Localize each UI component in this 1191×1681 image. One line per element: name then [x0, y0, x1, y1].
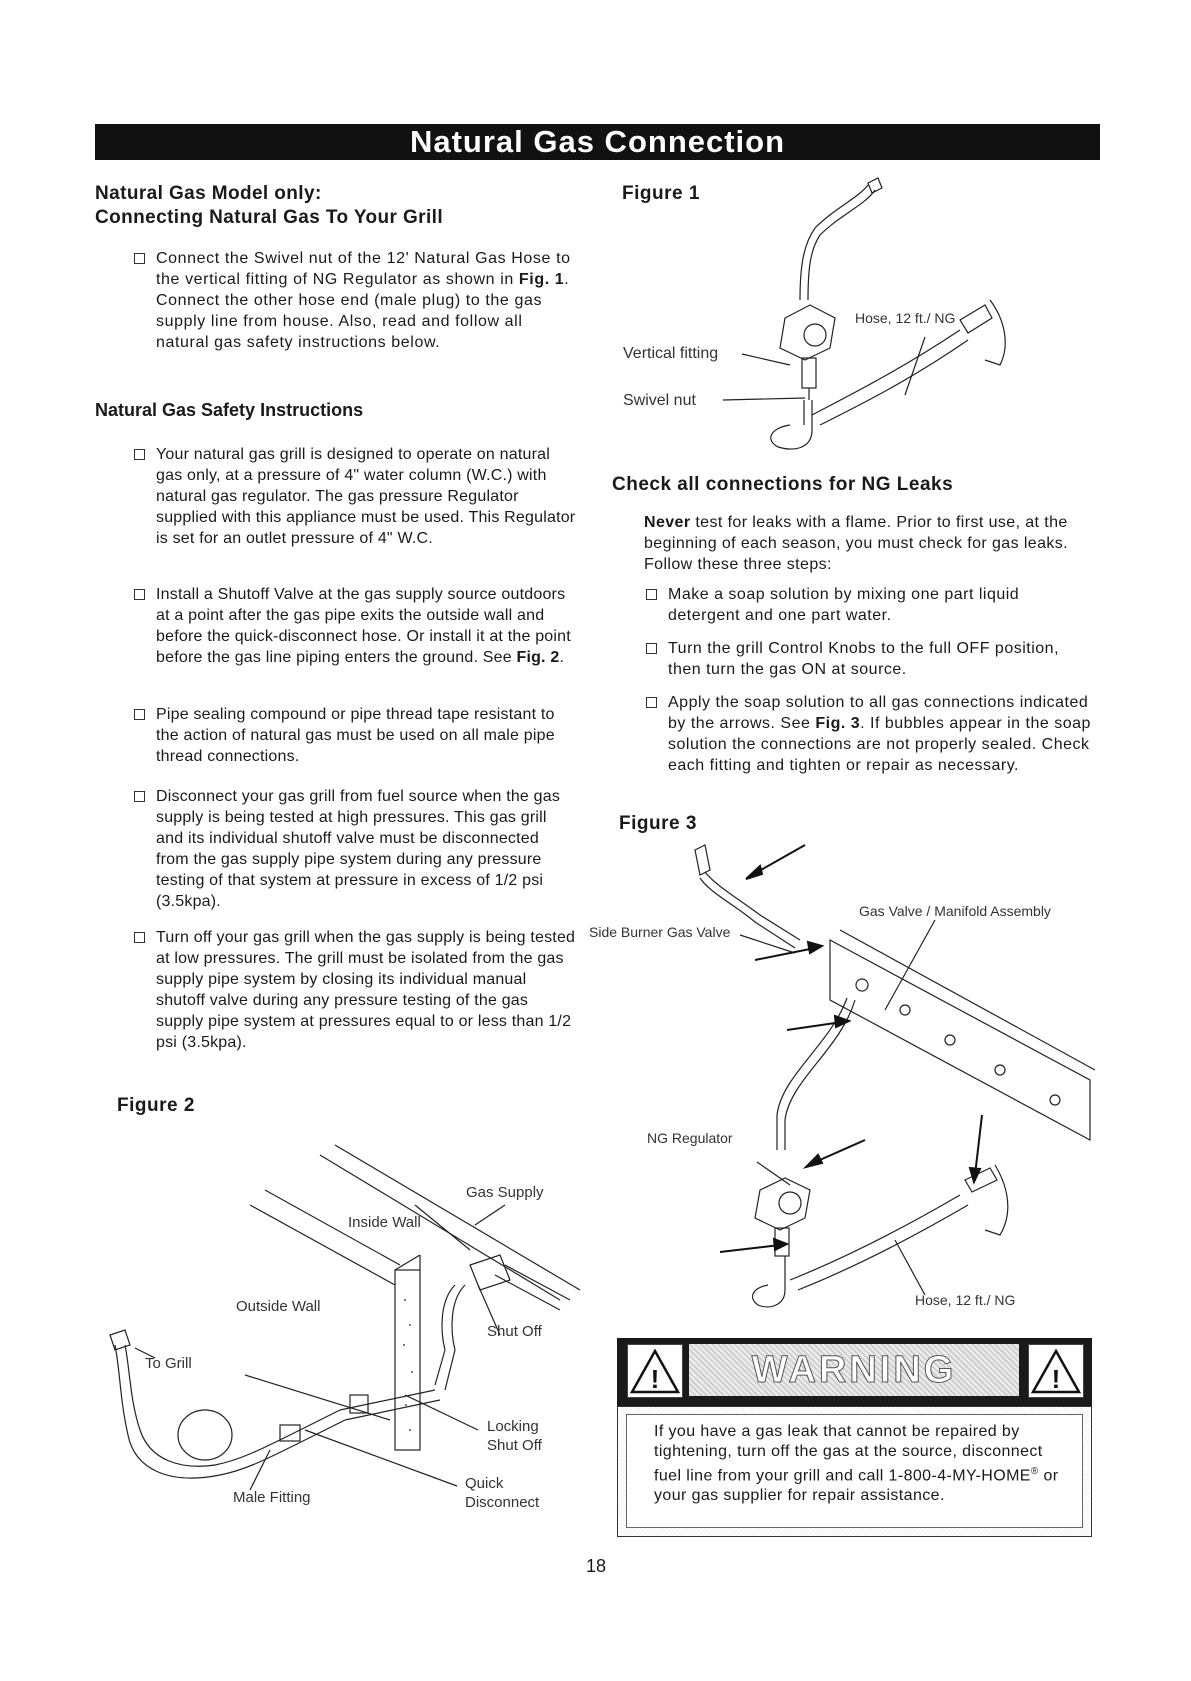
safety-bullet-5: Turn off your gas grill when the gas supply is being tested at low pressures. The grill must be isolated from the gas supply pipe system by closing its individual manual shutoff valve during any pressure testing of the gas supply pipe system at pressures equal to or less than 1/2 psi (3.5kpa). — [156, 927, 576, 1053]
checkbox-icon — [134, 709, 145, 720]
label-locking: Locking — [487, 1418, 539, 1435]
label-gas-supply: Gas Supply — [466, 1184, 544, 1201]
page-number: 18 — [586, 1556, 607, 1576]
checkbox-icon — [134, 449, 145, 460]
checkbox-icon — [646, 589, 657, 600]
label-side-burner-valve: Side Burner Gas Valve — [589, 924, 731, 940]
heading-model-only: Natural Gas Model only: — [95, 183, 322, 204]
checkbox-icon — [134, 791, 145, 802]
label-swivel-nut: Swivel nut — [623, 392, 696, 409]
label-male-fitting: Male Fitting — [233, 1489, 311, 1506]
heading-connecting: Connecting Natural Gas To Your Grill — [95, 207, 443, 228]
label-hose-12ft-fig3: Hose, 12 ft./ NG — [915, 1292, 1016, 1308]
warning-header — [617, 1338, 1092, 1406]
figure2-title: Figure 2 — [117, 1095, 195, 1116]
leaks-intro: Never test for leaks with a flame. Prior to first use, at the beginning of each season, you must check for gas leaks. Follow these three steps: — [644, 514, 1069, 573]
label-to-grill: To Grill — [145, 1355, 192, 1372]
leak-step-3: Apply the soap solution to all gas connections indicated by the arrows. See Fig. 3. If bubbles appear in the soap solution the connections are not properly sealed. Check each fitting and tighten or repair as necessary. — [668, 692, 1098, 776]
safety-bullet-3: Pipe sealing compound or pipe thread tape resistant to the action of natural gas must be used on all male pipe thread connections. — [156, 704, 576, 767]
label-outside-wall: Outside Wall — [236, 1298, 321, 1315]
warning-text: If you have a gas leak that cannot be repaired by tightening, turn off the gas at the source, disconnect fuel line from your grill and call 1-800-4-MY-HOME® or your gas supplier for repair assistance. — [654, 1423, 1059, 1505]
label-locking-shut-off: Shut Off — [487, 1437, 542, 1454]
section-banner: Natural Gas Connection — [95, 124, 1100, 160]
label-hose-12ft: Hose, 12 ft./ NG — [855, 310, 956, 326]
checkbox-icon — [646, 697, 657, 708]
safety-heading: Natural Gas Safety Instructions — [95, 400, 364, 420]
checkbox-icon — [134, 932, 145, 943]
label-vertical-fitting: Vertical fitting — [623, 345, 719, 362]
warning-title: WARNING — [751, 1349, 957, 1391]
checkbox-icon — [134, 589, 145, 600]
checkbox-icon — [646, 643, 657, 654]
label-shut-off: Shut Off — [487, 1323, 542, 1340]
label-manifold-assembly: Gas Valve / Manifold Assembly — [859, 903, 1051, 919]
safety-bullet-2: Install a Shutoff Valve at the gas supply source outdoors at a point after the gas pipe exits the outside wall and before the quick-disconnect hose. Or install it at the point before the gas line piping enters the ground. See Fig. 2. — [156, 584, 576, 668]
intro-bullet: Connect the Swivel nut of the 12' Natural Gas Hose to the vertical fitting of NG Regulator as shown in Fig. 1. Connect the other hose end (male plug) to the gas supply line from house. Also, read and follow all natural gas safety instructions below. — [156, 248, 576, 353]
safety-bullet-4: Disconnect your gas grill from fuel source when the gas supply is being tested at high pressures. This gas grill and its individual shutoff valve must be disconnected from the gas supply pipe system during any pressure testing of that system at pressure in excess of 1/2 psi (3.5kpa). — [156, 786, 576, 912]
label-ng-regulator: NG Regulator — [647, 1130, 733, 1146]
checkbox-icon — [134, 253, 145, 264]
svg-text:!: ! — [1051, 1364, 1061, 1394]
safety-bullet-1: Your natural gas grill is designed to operate on natural gas only, at a pressure of 4" water column (W.C.) with natural gas regulator. The gas pressure Regulator supplied with this appliance must be used. This Regulator is set for an outlet pressure of 4" W.C. — [156, 444, 576, 549]
figure1-title: Figure 1 — [622, 183, 700, 204]
warning-title-panel — [689, 1344, 1019, 1396]
leak-step-1: Make a soap solution by mixing one part liquid detergent and one part water. — [668, 584, 1088, 626]
warning-triangle-icon — [1028, 1344, 1084, 1398]
leak-step-2: Turn the grill Control Knobs to the full OFF position, then turn the gas ON at source. — [668, 638, 1088, 680]
svg-text:!: ! — [650, 1364, 660, 1394]
warning-triangle-icon — [627, 1344, 683, 1398]
leaks-heading: Check all connections for NG Leaks — [612, 474, 954, 495]
label-quick: Quick — [465, 1475, 504, 1492]
label-disconnect: Disconnect — [465, 1494, 540, 1511]
figure3-title: Figure 3 — [619, 813, 697, 834]
label-inside-wall: Inside Wall — [348, 1214, 421, 1231]
